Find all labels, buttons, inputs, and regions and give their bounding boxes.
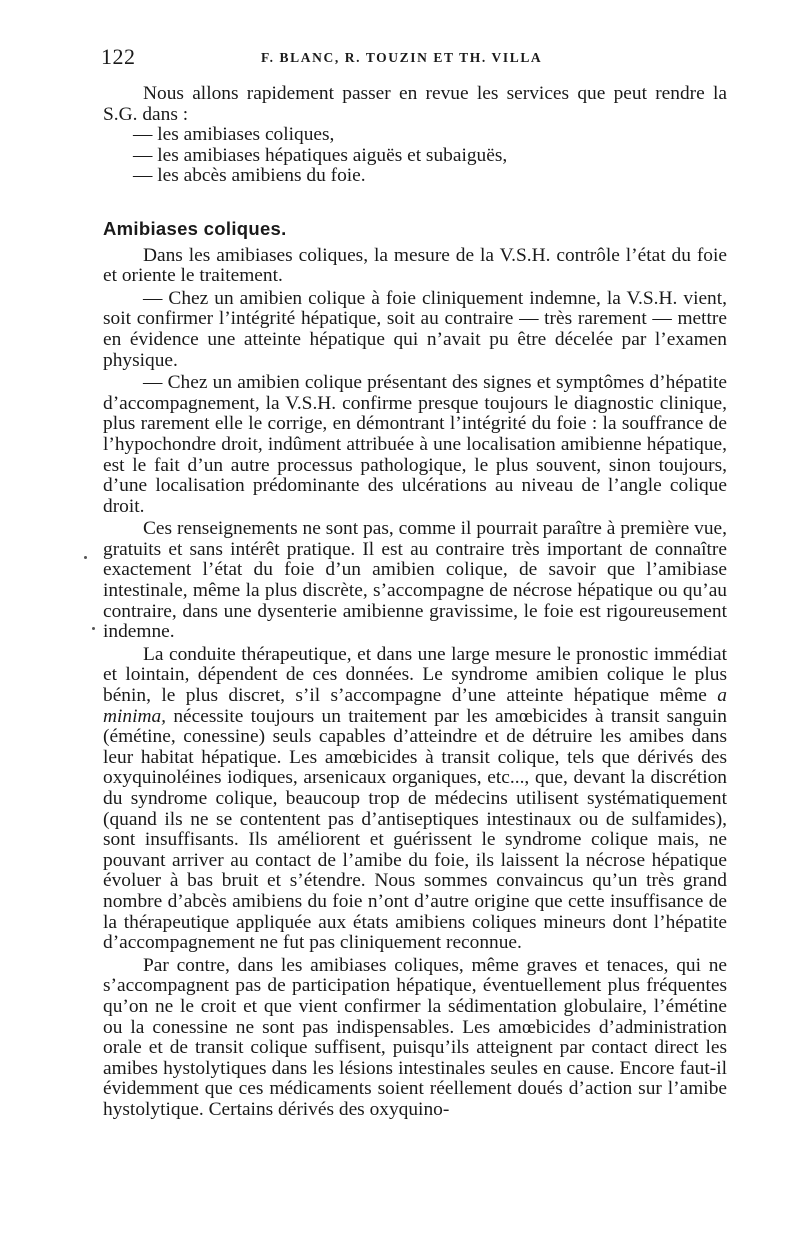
italic-phrase: a minima, [103,685,727,727]
list-item: — les abcès amibiens du foie. [133,165,366,187]
paragraph: Dans les amibiases coliques, la mesure de la V.S.H. contrôle l’état du foie et oriente le traitement. [103,244,727,287]
paragraph [103,645,727,954]
intro-list [103,125,727,187]
paragraph: Ces renseignements ne sont pas, comme il pourrait paraître à première vue, gratuits et sans intérêt pratique. Il est au contraire très important de connaître exactement l’état du foie d’un amibien colique, de savoir que l’amibiase intestinale, même la plus discrète, s’accompagne de nécrose hépatique ou qu’au contraire, dans une dysenterie amibienne gravissime, le foie est rigoureusement indemne. [103,518,727,643]
section-heading: Amibiases coliques. [103,217,287,239]
paper-speck [92,627,95,630]
intro-paragraph: Nous allons rapidement passer en revue les services que peut rendre la S.G. dans : [103,83,727,125]
paper-speck [84,556,87,559]
paragraph: — Chez un amibien colique à foie cliniquement indemne, la V.S.H. vient, soit confirmer l’intégrité hépatique, soit au contraire — très rarement — mettre en évidence une atteinte hépatique qui n’avait pu être décelée par l’examen physique. [103,287,727,371]
paragraph: Par contre, dans les amibiases coliques, même graves et tenaces, qui ne s’accompagnent pas de participation hépatique, éventuellement plus fréquentes qu’on ne le croit et que vient confirmer la sédimentation globulaire, l’émétine ou la conessine ne sont pas indispensables. Les amœbicides d’administration orale et de transit colique suffisent, puisqu’ils atteignent par contact direct les amibes hystolytiques dans les lésions intestinales seules en cause. Encore faut-il évidemment que ces médicaments soient réellement doués d’action sur l’amibe hystolytique. Certains dérivés des oxyquino- [103,954,727,1120]
list-item: — les amibiases hépatiques aiguës et subaiguës, [133,144,508,166]
list-item: — les amibiases coliques, [133,124,335,146]
paragraph-text: La conduite thérapeutique, et dans une large mesure le pronostic immédiat et lointain, dépendent de ces données. Le syndrome amibien colique le plus bénin, le plus discret, s’il s’accompagne d’une atteinte hépatique même [103,643,727,707]
body-text [103,84,727,1121]
paragraph: — Chez un amibien colique présentant des signes et symptômes d’hépatite d’accompagnement, la V.S.H. confirme presque toujours le diagnostic clinique, plus rarement elle le corrige, en démontrant l’intégrité du foie : la souffrance de l’hypochondre droit, indûment attribuée à une localisation amibienne hépatique, est le fait d’un autre processus pathologique, le plus souvent, sinon toujours, d’une localisation prédominante des ulcérations au niveau de l’angle colique droit. [103,372,727,517]
page-number: 122 [101,44,136,69]
running-head: F. BLANC, R. TOUZIN ET TH. VILLA [261,50,543,65]
paragraph-text: nécessite toujours un traitement par les amœbicides à transit sanguin (émétine, conessine) seuls capables d’atteindre et de détruire les amibes dans leur habitat hépatique. Les amœbicides à transit colique, tels que dérivés des oxyquinoléines iodiques, arsenicaux organiques, etc..., que, devant la discrétion du syndrome colique, beaucoup trop de médecins utilisent systématiquement (quand ils ne se contentent pas d’antiseptiques intestinaux ou de sulfamides), sont insuffisants. Ils améliorent et guérissent le syndrome colique mais, ne pouvant arriver au contact de l’amibe du foie, ils laissent la nécrose hépatique évoluer à bas bruit et s’étendre. Nous sommes convaincus qu’un très grand nombre d’abcès amibiens du foie n’ont d’autre origine que cette insuffisance de la thérapeutique appliquée aux états amibiens coliques mineurs dont l’hépatite d’accompagnement ne fut pas cliniquement reconnue. [103,705,727,954]
page-header [101,44,721,74]
